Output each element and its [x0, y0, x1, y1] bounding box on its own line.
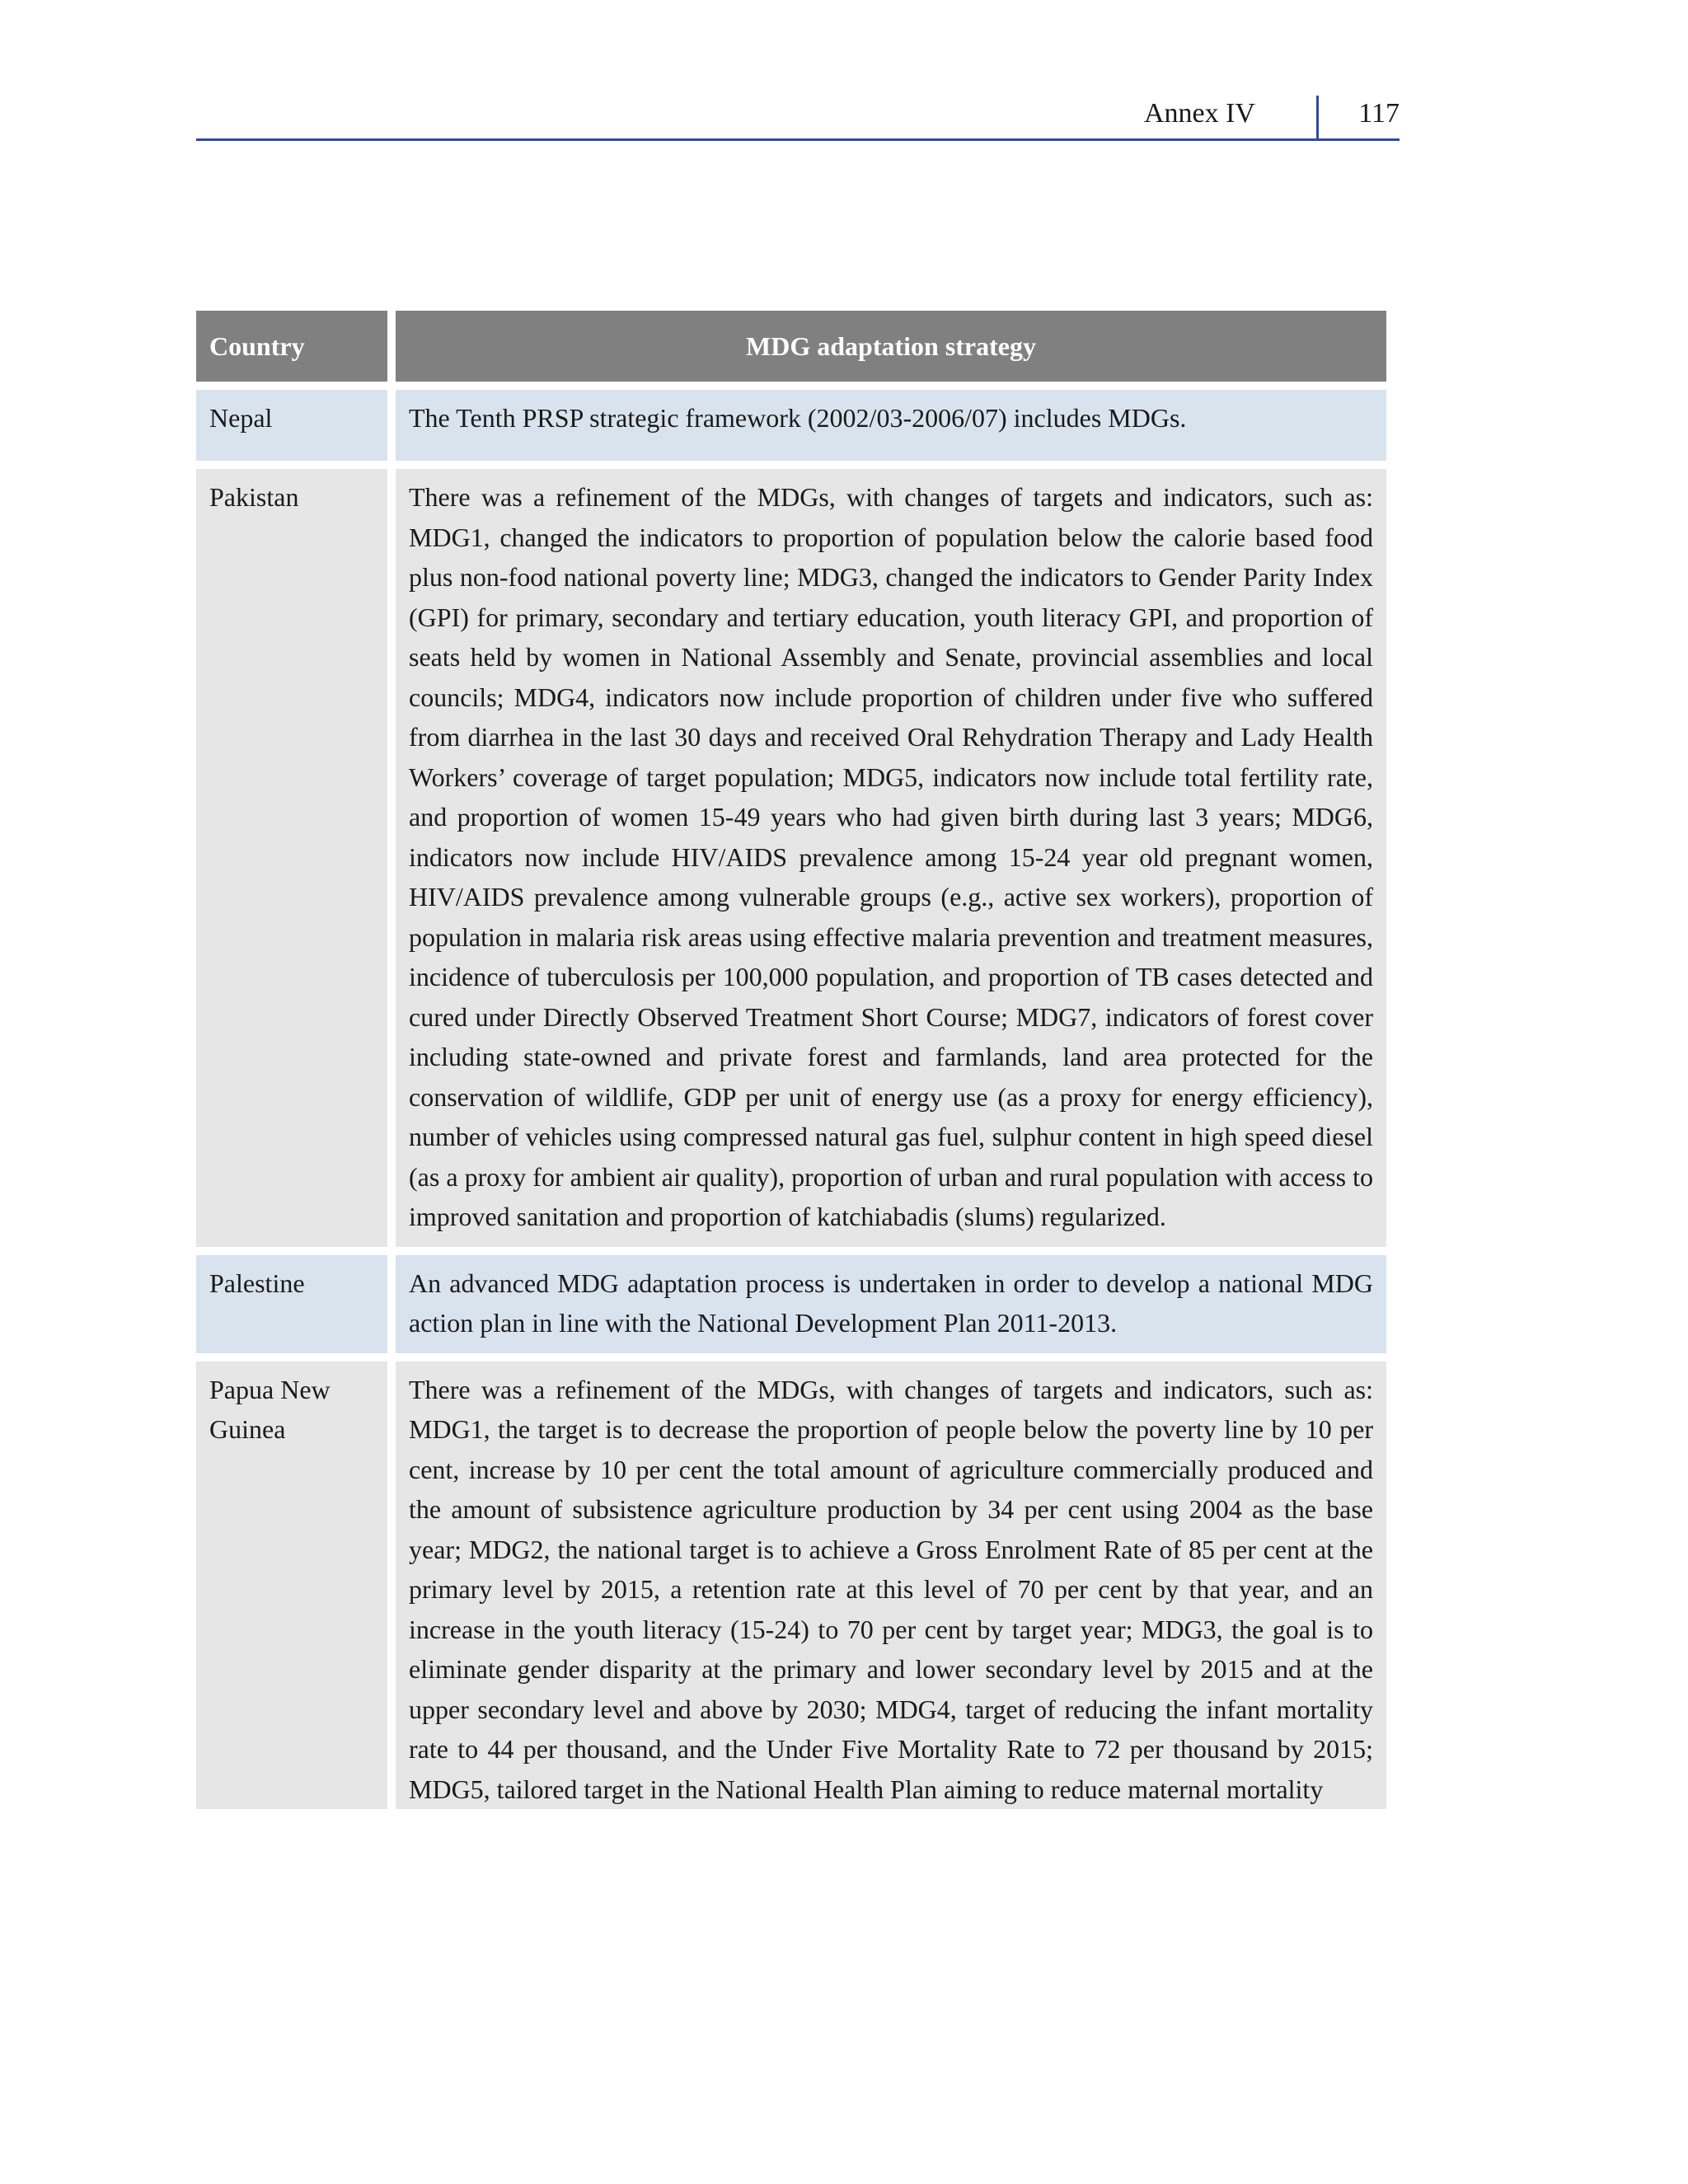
- page-number: 117: [1358, 98, 1400, 129]
- strategy-cell: The Tenth PRSP strategic framework (2002/03-2006/07) includes MDGs.: [396, 390, 1386, 461]
- mdg-adaptation-table: [188, 302, 1395, 1817]
- table-row: [196, 390, 1386, 461]
- header-divider: [1316, 96, 1319, 138]
- table-row: [196, 1361, 1386, 1810]
- column-header-country: Country: [196, 311, 387, 382]
- page-header: [196, 89, 1400, 141]
- strategy-cell: There was a refinement of the MDGs, with changes of targets and indicators, such as: MDG1, the target is to decrease the proportion of people below the poverty line by 10 per cent, increase by 10 per cent the total amount of agriculture commercially produced and the amount of subsistence agriculture production by 34 per cent using 2004 as the base year; MDG2, the national target is to achieve a Gross Enrolment Rate of 85 per cent at the primary level by 2015, a retention rate at this level of 70 per cent by that year, and an increase in the youth literacy (15-24) to 70 per cent by target year; MDG3, the goal is to eliminate gender disparity at the primary and lower secondary level by 2015 and at the upper secondary level and above by 2030; MDG4, target of reducing the infant mortality rate to 44 per thousand, and the Under Five Mortality Rate to 72 per thousand by 2015; MDG5, tailored target in the National Health Plan aiming to reduce maternal mortality: [396, 1361, 1386, 1810]
- country-cell: Palestine: [196, 1255, 387, 1353]
- country-cell: Papua New Guinea: [196, 1361, 387, 1810]
- table-row: [196, 1255, 1386, 1353]
- strategy-cell: An advanced MDG adaptation process is undertaken in order to develop a national MDG action plan in line with the National Development Plan 2011-2013.: [396, 1255, 1386, 1353]
- table-header-row: [196, 311, 1386, 382]
- country-cell: Nepal: [196, 390, 387, 461]
- strategy-cell: There was a refinement of the MDGs, with changes of targets and indicators, such as: MDG1, changed the indicators to proportion of population below the calorie based food plus non-food national poverty line; MDG3, changed the indicators to Gender Parity Index (GPI) for primary, secondary and tertiary education, youth literacy GPI, and proportion of seats held by women in National Assembly and Senate, provincial assemblies and local councils; MDG4, indicators now include proportion of children under five who suffered from diarrhea in the last 30 days and received Oral Rehydration Therapy and Lady Health Workers’ coverage of target population; MDG5, indicators now include total fertility rate, and proportion of women 15-49 years who had given birth during last 3 years; MDG6, indicators now include HIV/AIDS prevalence among 15-24 year old pregnant women, HIV/AIDS prevalence among vulnerable groups (e.g., active sex workers), proportion of population in malaria risk areas using effective malaria prevention and treatment measures, incidence of tuberculosis per 100,000 population, and proportion of TB cases detected and cured under Directly Observed Treatment Short Course; MDG7, indicators of forest cover including state-owned and private forest and farmlands, land area protected for the conservation of wildlife, GDP per unit of energy use (as a proxy for energy efficiency), number of vehicles using compressed natural gas fuel, sulphur content in high speed diesel (as a proxy for ambient air quality), proportion of urban and rural population with access to improved sanitation and proportion of katchiabadis (slums) regularized.: [396, 469, 1386, 1247]
- column-header-strategy: MDG adaptation strategy: [396, 311, 1386, 382]
- header-section-title: Annex IV: [1143, 98, 1255, 129]
- table-row: [196, 469, 1386, 1247]
- country-cell: Pakistan: [196, 469, 387, 1247]
